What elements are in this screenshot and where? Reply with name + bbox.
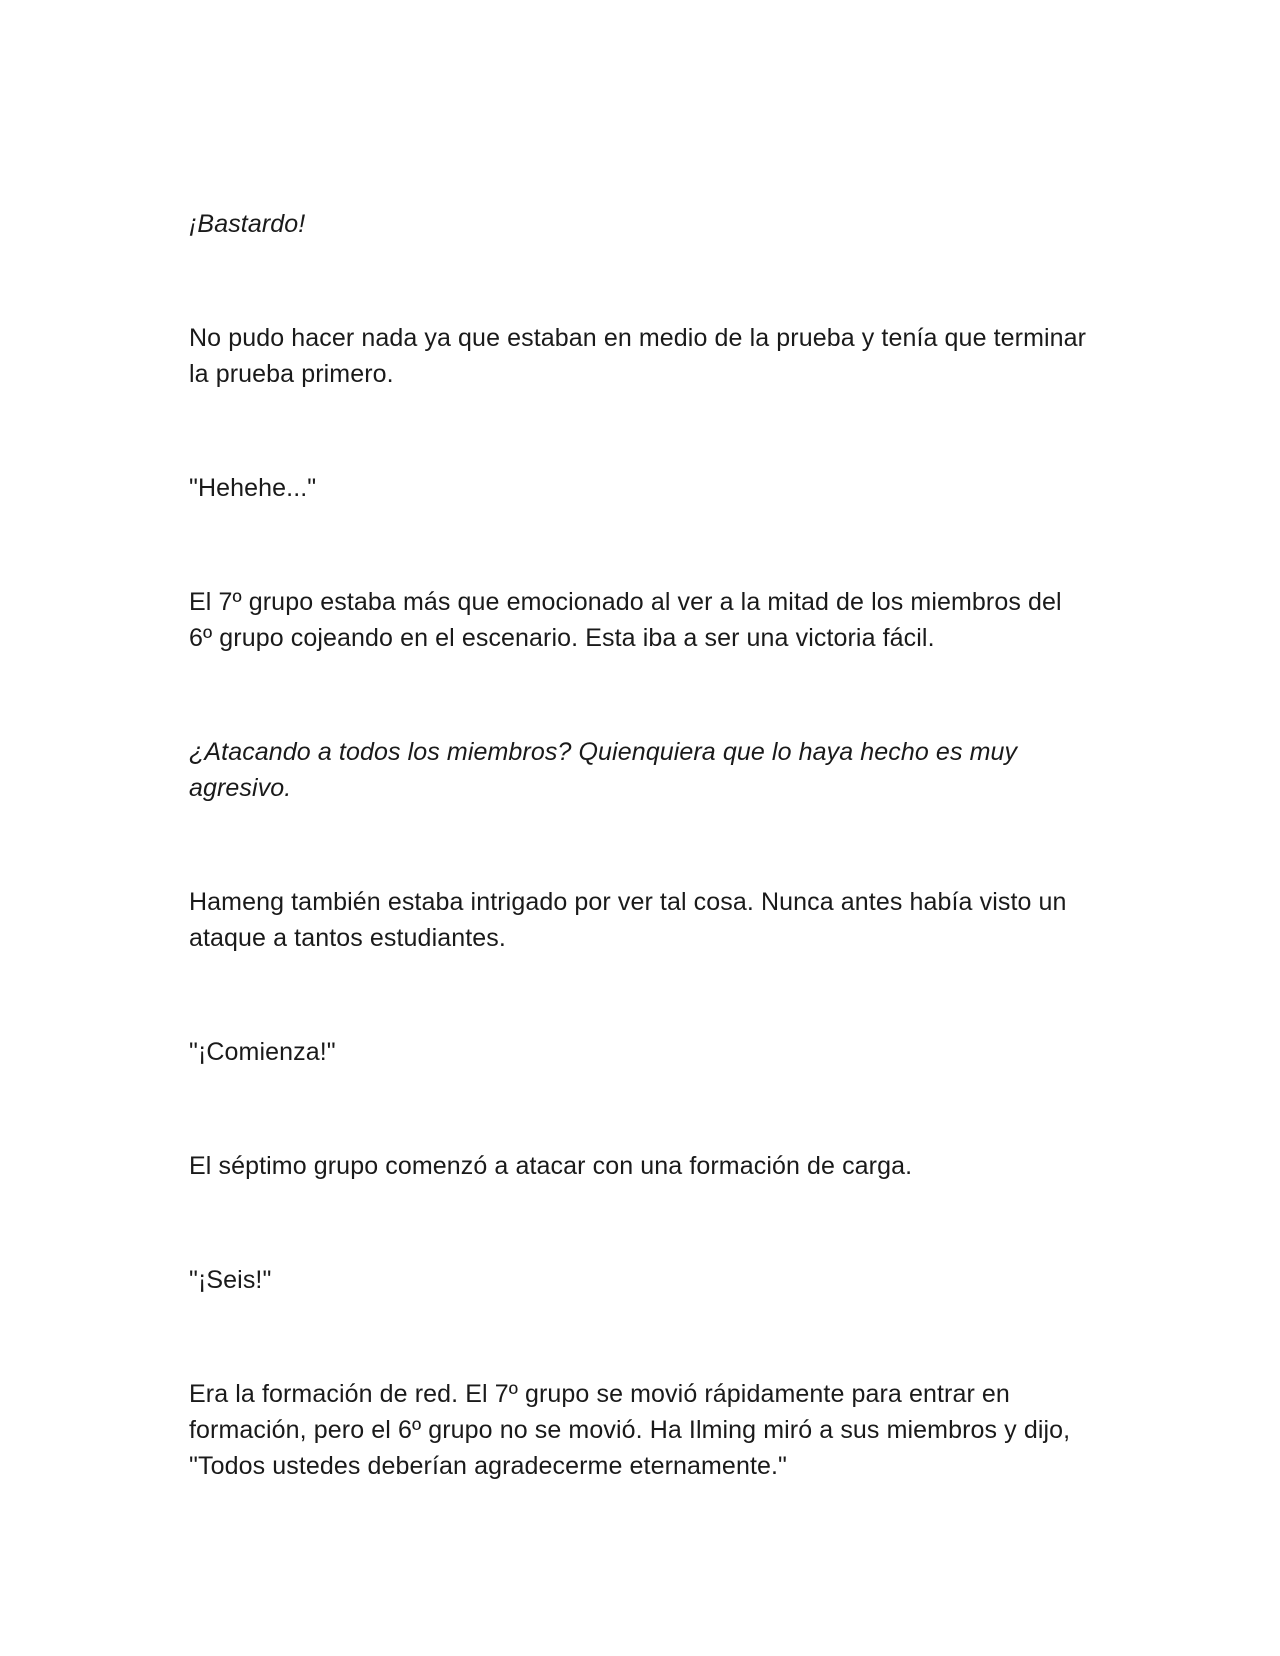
paragraph-dialogue: "Hehehe..."	[189, 474, 317, 502]
paragraph-thought: ¿Atacando a todos los miembros? Quienquiera que lo haya hecho es muy agresivo.	[189, 738, 1018, 802]
paragraph-dialogue: "¡Seis!"	[189, 1266, 272, 1294]
paragraph-narration: No pudo hacer nada ya que estaban en medio de la prueba y tenía que terminar la prueba primero.	[189, 324, 1087, 388]
paragraph-narration: Hameng también estaba intrigado por ver tal cosa. Nunca antes había visto un ataque a tantos estudiantes.	[189, 888, 1067, 952]
paragraph-dialogue: "¡Comienza!"	[189, 1038, 336, 1066]
paragraph-narration: Era la formación de red. El 7º grupo se movió rápidamente para entrar en formación, pero el 6º grupo no se movió. Ha Ilming miró a sus miembros y dijo, "Todos ustedes deberían agradecerme eternamente."	[189, 1380, 1071, 1480]
paragraph-narration: El 7º grupo estaba más que emocionado al ver a la mitad de los miembros del 6º grupo cojeando en el escenario. Esta iba a ser una victoria fácil.	[189, 588, 1062, 652]
paragraph-narration: El séptimo grupo comenzó a atacar con una formación de carga.	[189, 1152, 913, 1180]
paragraph-exclamation: ¡Bastardo!	[189, 210, 306, 238]
